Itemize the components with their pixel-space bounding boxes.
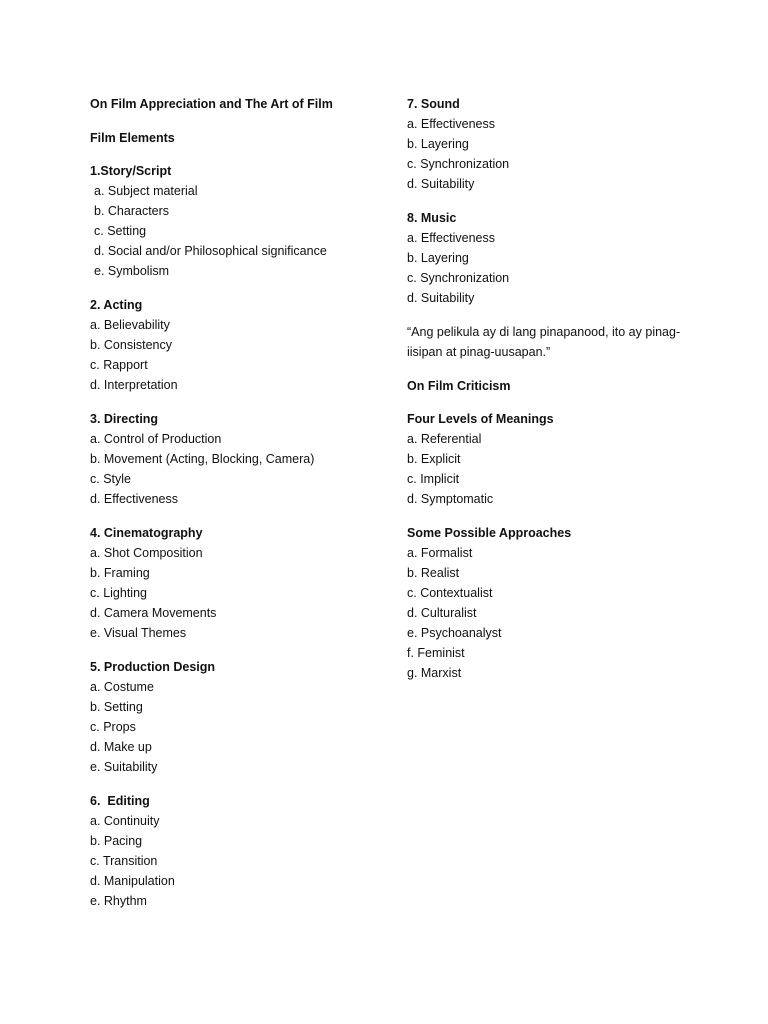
- section-heading: Some Possible Approaches: [407, 526, 572, 540]
- section-heading: 8. Music: [407, 211, 457, 225]
- list-item: a. Referential: [407, 432, 482, 446]
- section-heading: 6. Editing: [90, 794, 150, 808]
- left-column: [90, 94, 390, 911]
- list-item: c. Rapport: [90, 358, 148, 372]
- section-heading: 3. Directing: [90, 412, 159, 426]
- list-item: e. Rhythm: [90, 894, 147, 908]
- filipino-quote: “Ang pelikula ay di lang pinapanood, ito ay pinag-iisipan at pinag-uusapan.”: [407, 325, 681, 359]
- list-item: b. Setting: [90, 700, 143, 714]
- list-item: d. Suitability: [407, 291, 475, 305]
- list-item: b. Characters: [94, 204, 170, 218]
- list-item: b. Movement (Acting, Blocking, Camera): [90, 452, 315, 466]
- list-item: d. Social and/or Philosophical significance: [94, 244, 327, 258]
- section-story-script: [90, 161, 390, 281]
- list-item: a. Effectiveness: [407, 117, 496, 131]
- list-item: d. Make up: [90, 740, 152, 754]
- list-item: d. Effectiveness: [90, 492, 179, 506]
- list-item: c. Props: [90, 720, 136, 734]
- list-item: b. Realist: [407, 566, 460, 580]
- list-item: a. Control of Production: [90, 432, 222, 446]
- list-item: c. Synchronization: [407, 157, 510, 171]
- section-heading: Four Levels of Meanings: [407, 412, 554, 426]
- list-item: d. Camera Movements: [90, 606, 217, 620]
- film-criticism-heading: On Film Criticism: [407, 379, 511, 393]
- list-item: d. Culturalist: [407, 606, 477, 620]
- list-item: e. Symbolism: [94, 264, 170, 278]
- list-item: f. Feminist: [407, 646, 465, 660]
- list-item: b. Layering: [407, 137, 469, 151]
- list-item: c. Setting: [94, 224, 147, 238]
- list-item: c. Transition: [90, 854, 158, 868]
- list-item: c. Style: [90, 472, 131, 486]
- section-heading: 4. Cinematography: [90, 526, 203, 540]
- list-item: a. Continuity: [90, 814, 160, 828]
- section-editing: [90, 791, 390, 911]
- list-item: b. Explicit: [407, 452, 461, 466]
- section-acting: [90, 295, 390, 395]
- list-item: c. Synchronization: [407, 271, 510, 285]
- section-approaches: [407, 523, 707, 683]
- section-cinematography: [90, 523, 390, 643]
- list-item: e. Psychoanalyst: [407, 626, 502, 640]
- section-heading: 5. Production Design: [90, 660, 216, 674]
- list-item: b. Consistency: [90, 338, 172, 352]
- list-item: c. Contextualist: [407, 586, 493, 600]
- list-item: b. Pacing: [90, 834, 143, 848]
- list-item: c. Lighting: [90, 586, 147, 600]
- list-item: e. Suitability: [90, 760, 158, 774]
- list-item: c. Implicit: [407, 472, 460, 486]
- list-item: a. Believability: [90, 318, 170, 332]
- list-item: b. Framing: [90, 566, 150, 580]
- section-directing: [90, 409, 390, 509]
- list-item: a. Shot Composition: [90, 546, 203, 560]
- section-heading: 7. Sound: [407, 97, 460, 111]
- list-item: a. Subject material: [94, 184, 198, 198]
- section-sound: [407, 94, 707, 194]
- list-item: e. Visual Themes: [90, 626, 187, 640]
- film-elements-heading: Film Elements: [90, 131, 175, 145]
- list-item: a. Costume: [90, 680, 154, 694]
- section-levels-of-meaning: [407, 409, 707, 509]
- list-item: g. Marxist: [407, 666, 462, 680]
- right-column: [407, 94, 707, 683]
- list-item: d. Manipulation: [90, 874, 175, 888]
- section-heading: 1.Story/Script: [90, 164, 172, 178]
- section-production-design: [90, 657, 390, 777]
- section-heading: 2. Acting: [90, 298, 143, 312]
- section-music: [407, 208, 707, 308]
- list-item: d. Suitability: [407, 177, 475, 191]
- list-item: d. Interpretation: [90, 378, 178, 392]
- list-item: a. Effectiveness: [407, 231, 496, 245]
- document-title: On Film Appreciation and The Art of Film: [90, 97, 333, 111]
- list-item: b. Layering: [407, 251, 469, 265]
- list-item: d. Symptomatic: [407, 492, 494, 506]
- list-item: a. Formalist: [407, 546, 473, 560]
